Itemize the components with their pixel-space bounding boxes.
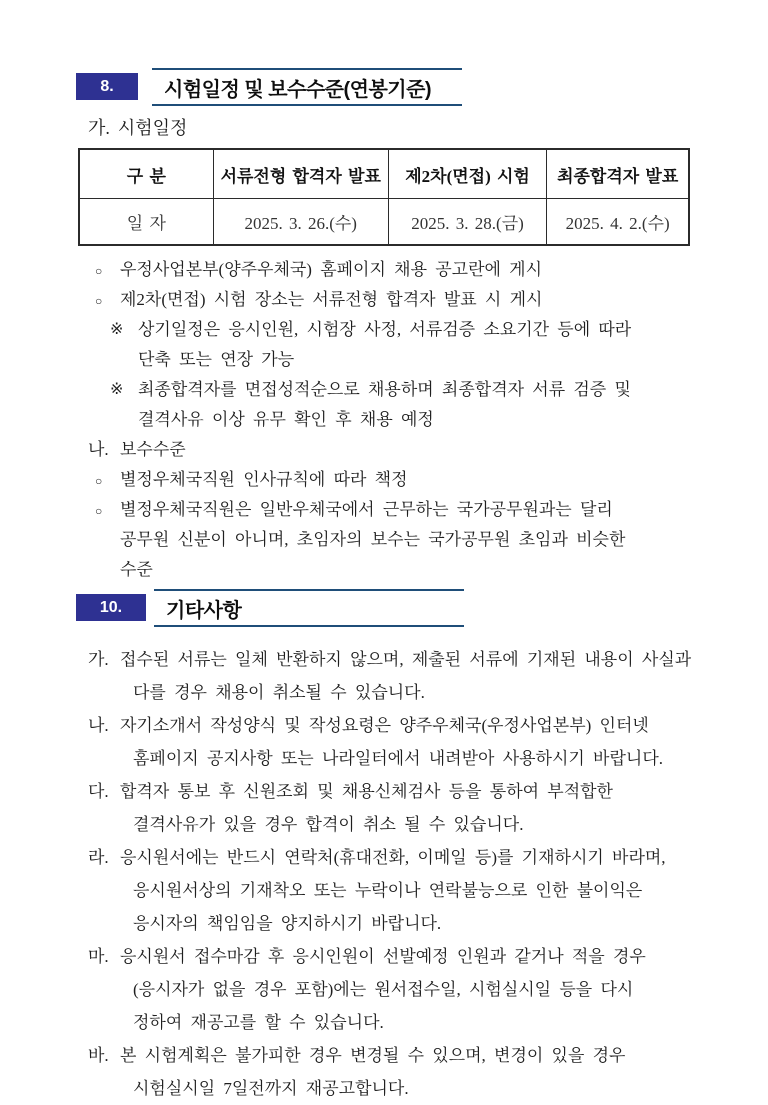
subsection-label: 가.: [88, 118, 110, 138]
bullet-pay-status-cont: [76, 555, 692, 585]
section-10-body: [76, 643, 692, 1105]
note-text: 결격사유 이상 유무 확인 후 채용 예정: [138, 410, 434, 429]
item-text: 응시자의 책임임을 양지하시기 바랍니다.: [133, 914, 442, 933]
note-text: 최종합격자를 면접성적순으로 채용하며 최종합격자 서류 검증 및: [138, 380, 631, 399]
item-label: 나.: [88, 716, 109, 735]
item-text: 시험실시일 7일전까지 재공고합니다.: [133, 1079, 409, 1098]
col-header-document-result: 서류전형 합격자 발표: [213, 149, 388, 199]
circle-bullet-icon: ○: [95, 504, 103, 518]
item-text: 결격사유가 있을 경우 합격이 취소 될 수 있습니다.: [133, 815, 524, 834]
table-header-row: [79, 149, 689, 199]
bullet-text: 제2차(면접) 시험 장소는 서류전형 합격자 발표 시 게시: [120, 290, 543, 309]
subsection-label: 나.: [88, 440, 109, 459]
item-text: 응시원서상의 기재착오 또는 누락이나 연락불능으로 인한 불이익은: [133, 881, 643, 900]
bullet-text: 별정우체국직원은 일반우체국에서 근무하는 국가공무원과는 달리: [120, 500, 613, 519]
note-text: 단축 또는 연장 가능: [138, 350, 295, 369]
item-label: 라.: [88, 848, 109, 867]
item-ga-cont: [76, 676, 692, 709]
subsection-pay-level-heading: [76, 435, 692, 465]
section-10-title-box: [154, 589, 464, 627]
col-header-interview: 제2차(면접) 시험: [388, 149, 547, 199]
item-da: [76, 775, 692, 808]
note-schedule-change: [76, 315, 692, 345]
item-ga: [76, 643, 692, 676]
section-10-number-badge: 10.: [76, 594, 146, 621]
item-text: 정하여 재공고를 할 수 있습니다.: [133, 1013, 384, 1032]
item-text: 본 시험계획은 불가피한 경우 변경될 수 있으며, 변경이 있을 경우: [120, 1046, 626, 1065]
bullet-pay-status-cont: [76, 525, 692, 555]
bullet-text: 공무원 신분이 아니며, 초임자의 보수는 국가공무원 초임과 비슷한: [120, 530, 626, 549]
bullet-text: 별정우체국직원 인사규칙에 따라 책정: [120, 470, 408, 489]
section-8-body: [76, 255, 692, 585]
circle-bullet-icon: ○: [95, 474, 103, 488]
section-8-title-box: [152, 68, 462, 106]
item-ba-cont: [76, 1072, 692, 1105]
item-text: 홈페이지 공지사항 또는 나라일터에서 내려받아 사용하시기 바랍니다.: [133, 749, 663, 768]
section-10-title: 기타사항: [166, 599, 242, 622]
cell-document-result-date: 2025. 3. 26.(수): [213, 199, 388, 246]
section-10-header: [76, 589, 692, 627]
note-text: 상기일정은 응시인원, 시험장 사정, 서류검증 소요기간 등에 따라: [138, 320, 632, 339]
cell-interview-date: 2025. 3. 28.(금): [388, 199, 547, 246]
item-text: 응시원서에는 반드시 연락처(휴대전화, 이메일 등)를 기재하시기 바라며,: [120, 848, 666, 867]
reference-mark-icon: ※: [110, 381, 124, 398]
section-8-number-badge: 8.: [76, 73, 138, 100]
item-da-cont: [76, 808, 692, 841]
item-text: 자기소개서 작성양식 및 작성요령은 양주우체국(우정사업본부) 인터넷: [120, 716, 649, 735]
col-header-category: 구 분: [79, 149, 213, 199]
reference-mark-icon: ※: [110, 321, 124, 338]
item-label: 가.: [88, 650, 109, 669]
exam-schedule-table: [78, 148, 690, 246]
bullet-text: 수준: [120, 560, 153, 579]
note-final-hiring: [76, 375, 692, 405]
item-na-cont: [76, 742, 692, 775]
item-ma: [76, 940, 692, 973]
note-schedule-change-cont: [76, 345, 692, 375]
item-text: 다를 경우 채용이 취소될 수 있습니다.: [133, 683, 425, 702]
bullet-interview-location: [76, 285, 692, 315]
item-label: 다.: [88, 782, 109, 801]
cell-final-result-date: 2025. 4. 2.(수): [547, 199, 689, 246]
cell-row-label: 일 자: [79, 199, 213, 246]
item-ma-cont: [76, 973, 692, 1006]
bullet-pay-rule: [76, 465, 692, 495]
item-text: 접수된 서류는 일체 반환하지 않으며, 제출된 서류에 기재된 내용이 사실과: [120, 650, 692, 669]
item-label: 바.: [88, 1046, 109, 1065]
section-8-header: [76, 68, 692, 106]
col-header-final-result: 최종합격자 발표: [547, 149, 689, 199]
item-ra: [76, 841, 692, 874]
subsection-title: 시험일정: [117, 118, 188, 138]
bullet-text: 우정사업본부(양주우체국) 홈페이지 채용 공고란에 게시: [120, 260, 543, 279]
subsection-exam-schedule-heading: [88, 114, 692, 142]
item-ma-cont: [76, 1006, 692, 1039]
note-final-hiring-cont: [76, 405, 692, 435]
item-na: [76, 709, 692, 742]
section-8-title: 시험일정 및 보수수준(연봉기준): [164, 78, 432, 101]
bullet-pay-status: [76, 495, 692, 525]
table-row: [79, 199, 689, 246]
item-ra-cont: [76, 907, 692, 940]
bullet-posting-notice: [76, 255, 692, 285]
subsection-title: 보수수준: [120, 440, 186, 459]
item-text: (응시자가 없을 경우 포함)에는 원서접수일, 시험실시일 등을 다시: [133, 980, 634, 999]
circle-bullet-icon: ○: [95, 294, 103, 308]
item-ba: [76, 1039, 692, 1072]
item-text: 합격자 통보 후 신원조회 및 채용신체검사 등을 통하여 부적합한: [120, 782, 613, 801]
item-text: 응시원서 접수마감 후 응시인원이 선발예정 인원과 같거나 적을 경우: [120, 947, 646, 966]
circle-bullet-icon: ○: [95, 264, 103, 278]
item-ra-cont: [76, 874, 692, 907]
item-label: 마.: [88, 947, 109, 966]
